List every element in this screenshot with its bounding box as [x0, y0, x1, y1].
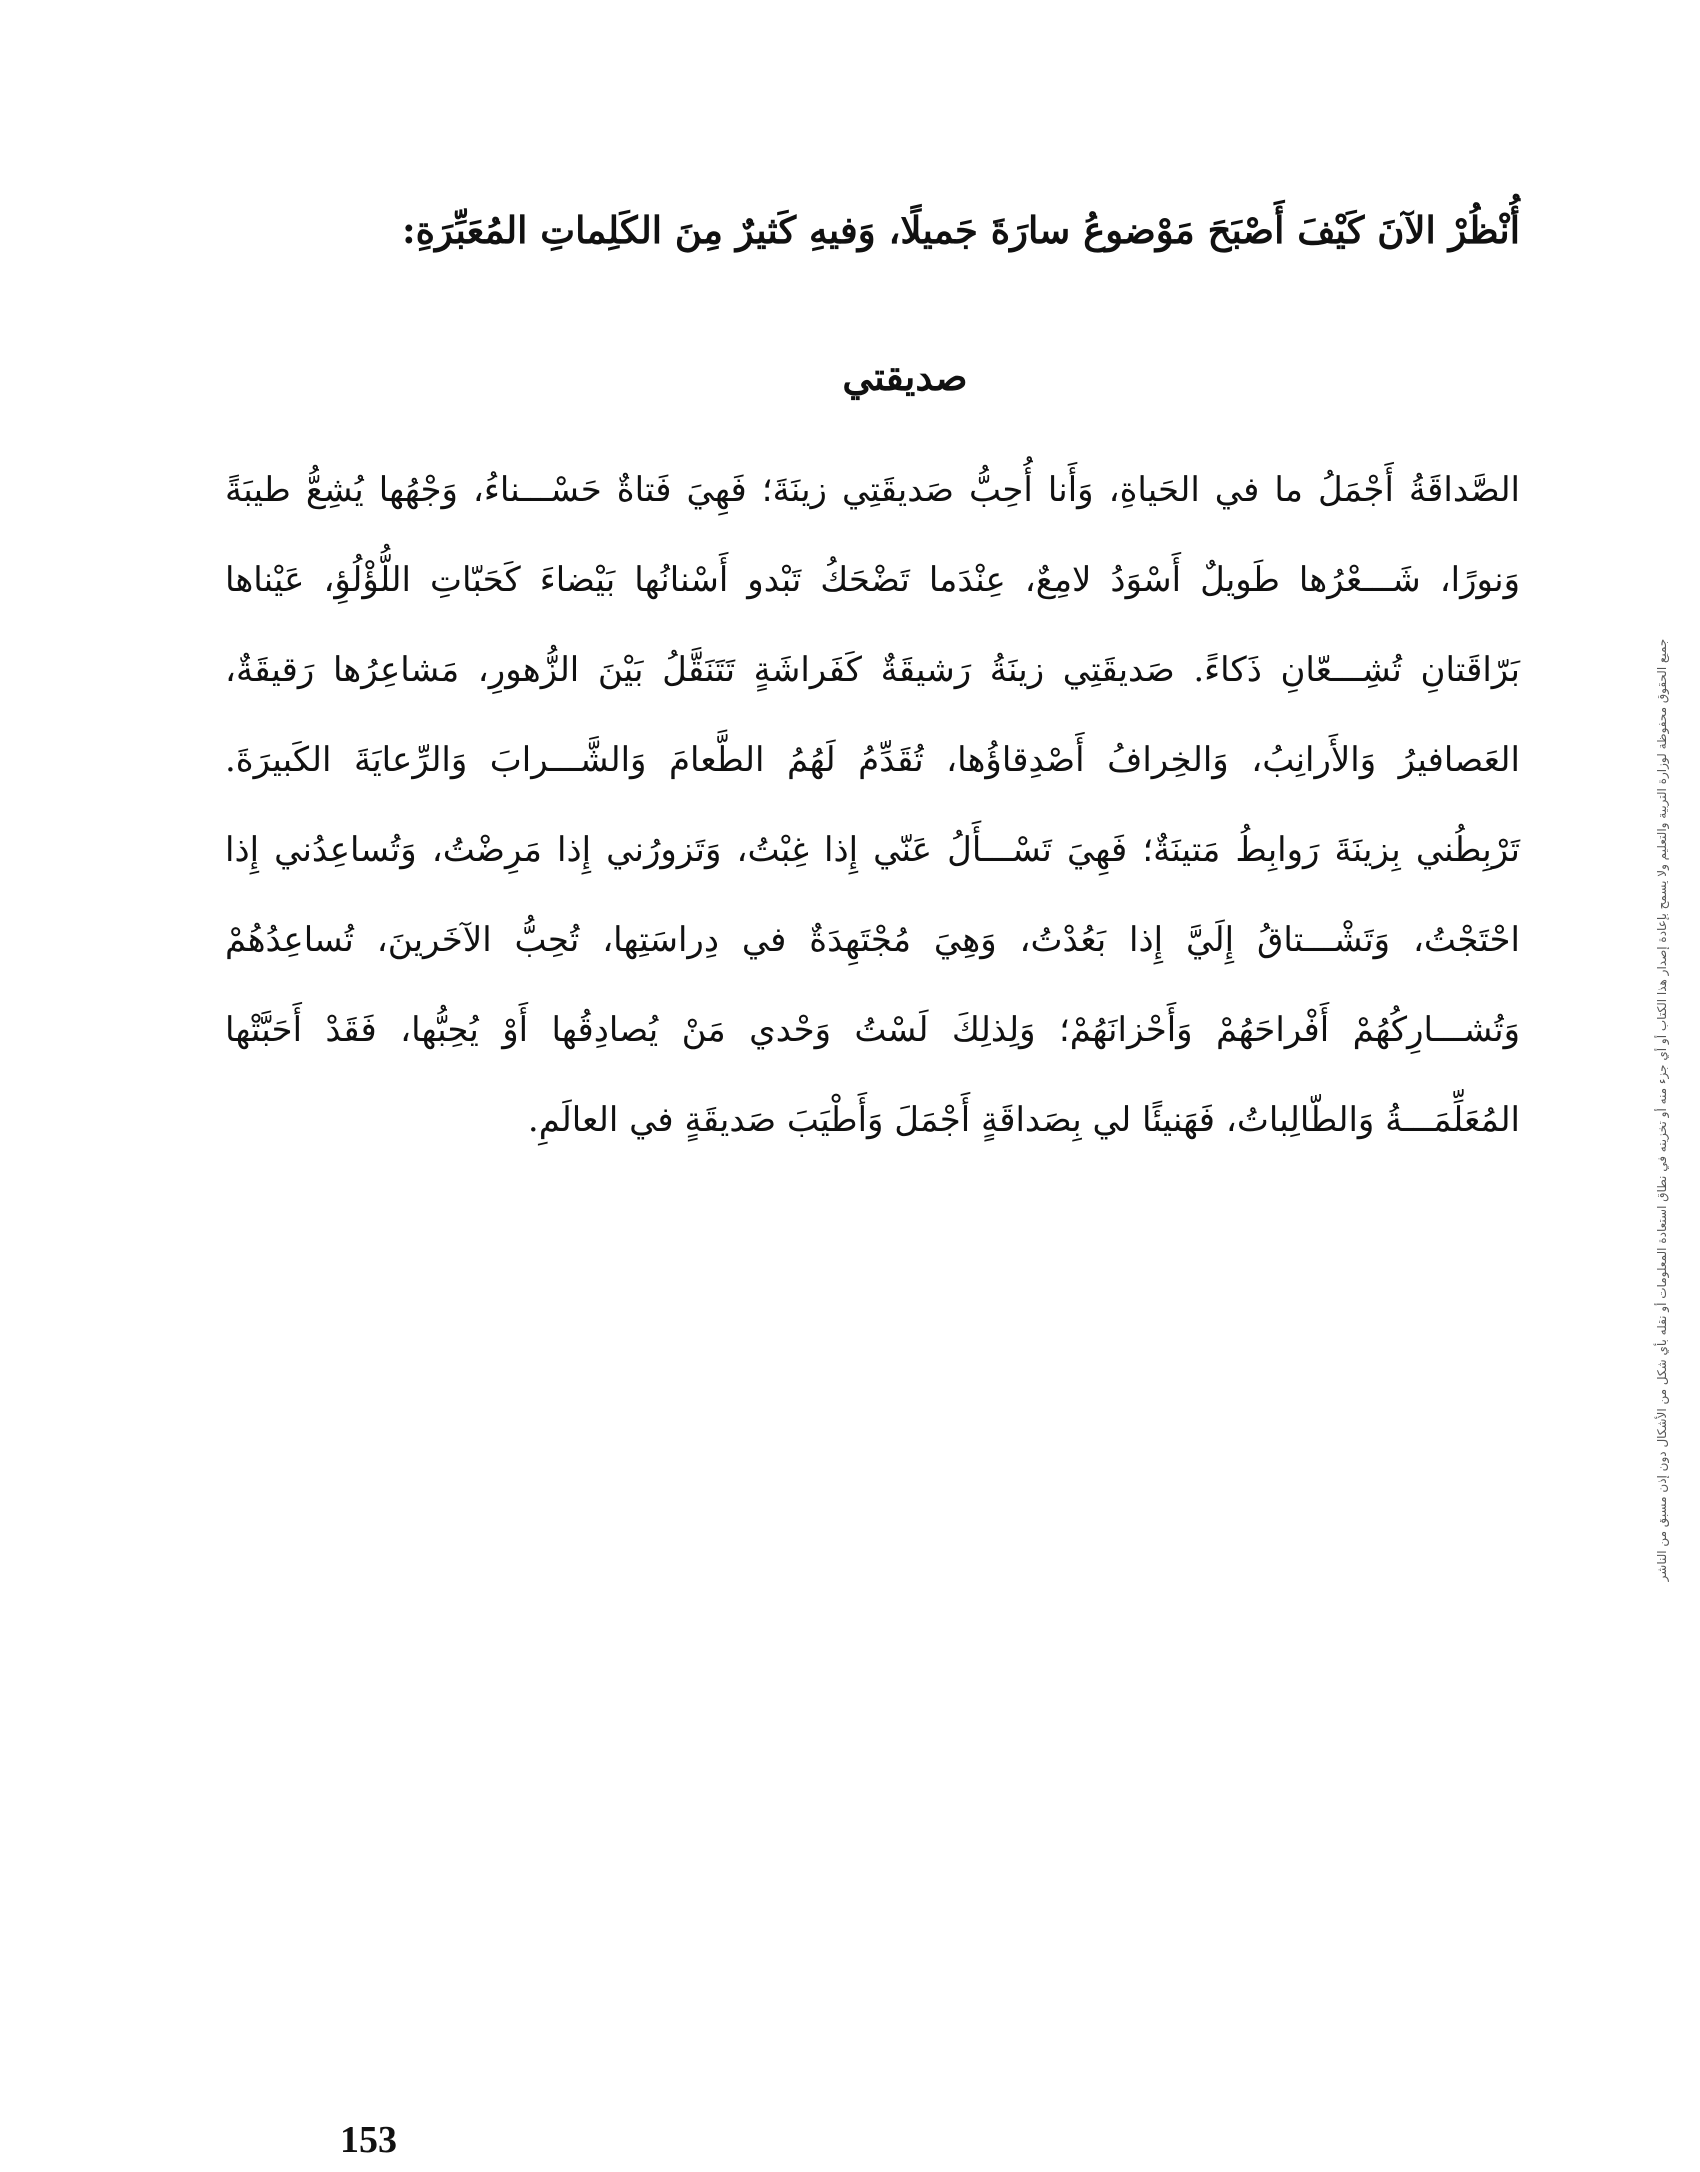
story-title: صديقتي: [842, 354, 968, 399]
paragraph-line: الصَّداقَةُ أَجْمَلُ ما في الحَياةِ، وَأَنا أُحِبُّ صَديقَتِي زينَةَ؛ فَهِيَ فَتاةٌ حَسْـــناءُ، وَجْهُها يُشِعُّ طيبَةً: [225, 470, 1520, 510]
paragraph-line: احْتَجْتُ، وَتَشْـــتاقُ إِلَيَّ إِذا بَعُدْتُ، وَهِيَ مُجْتَهِدَةٌ في دِراسَتِها، تُحِبُّ الآخَرينَ، تُساعِدُهُمْ: [225, 920, 1520, 960]
copyright-text: جميع الحقوق محفوظة لوزارة التربية والتعليم ولا يسمح بإعادة إصدار هذا الكتاب أو أي جزء منه أو تخزينه في نطاق استعادة المعلومات أو نقله بأي شكل من الأشكال دون إذن مسبق من الناشر: [1655, 638, 1669, 1582]
paragraph-line: العَصافيرُ وَالأَرانِبُ، وَالخِرافُ أَصْدِقاؤُها، تُقَدِّمُ لَهُمُ الطَّعامَ وَالشَّـــرابَ وَالرِّعايَةَ الكَبيرَةَ.: [225, 740, 1520, 780]
paragraph-line: المُعَلِّمَـــةُ وَالطّالِباتُ، فَهَنيئًا لي بِصَداقَةٍ أَجْمَلَ وَأَطْيَبَ صَديقَةٍ في العالَمِ.: [527, 1100, 1520, 1140]
intro-sentence: أُنْظُرْ الآنَ كَيْفَ أَصْبَحَ مَوْضوعُ سارَةَ جَميلًا، وَفيهِ كَثيرٌ مِنَ الكَلِماتِ المُعَبِّرَةِ:: [402, 208, 1520, 252]
paragraph-line: وَتُشـــارِكُهُمْ أَفْراحَهُمْ وَأَحْزانَهُمْ؛ وَلِذلِكَ لَسْتُ وَحْدي مَنْ يُصادِقُها أَوْ يُحِبُّها، فَقَدْ أَحَبَّتْها: [225, 1010, 1520, 1050]
paragraph-line: وَنورًا، شَـــعْرُها طَويلٌ أَسْوَدُ لامِعٌ، عِنْدَما تَضْحَكُ تَبْدو أَسْنانُها بَيْضاءَ كَحَبّاتِ اللُّؤْلُؤِ، عَيْناها: [225, 560, 1520, 600]
page-number: 153: [340, 2119, 397, 2161]
paragraph-line: بَرّاقَتانِ تُشِـــعّانِ ذَكاءً. صَديقَتِي زينَةُ رَشيقَةٌ كَفَراشَةٍ تَتَنَقَّلُ بَيْنَ الزُّهورِ، مَشاعِرُها رَقيقَةٌ،: [225, 650, 1520, 690]
paragraph-line: تَرْبِطُني بِزينَةَ رَوابِطُ مَتينَةٌ؛ فَهِيَ تَسْـــأَلُ عَنّي إِذا غِبْتُ، وَتَزورُني إِذا مَرِضْتُ، وَتُساعِدُني إِذا: [225, 830, 1520, 870]
story-paragraph: [225, 455, 1520, 1175]
copyright-side-note: [1652, 540, 1672, 1680]
